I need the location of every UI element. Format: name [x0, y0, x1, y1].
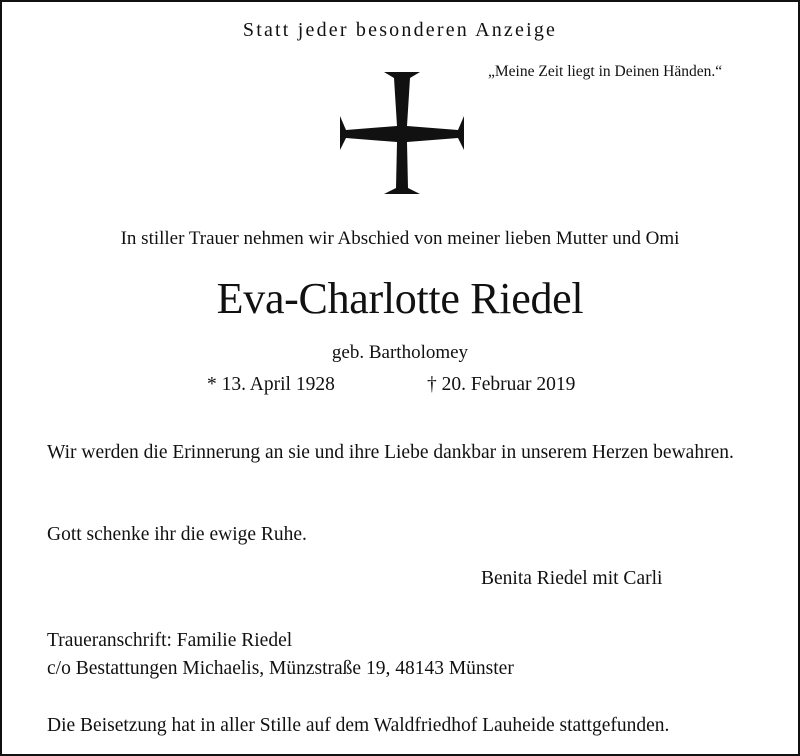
death-date: † 20. Februar 2019	[427, 374, 576, 395]
remembrance-text: Wir werden die Erinnerung an sie und ihre Liebe dankbar in unserem Herzen bewahren.	[47, 442, 734, 463]
mourning-address-line1: Traueranschrift: Familie Riedel	[47, 630, 293, 651]
motto-quote: „Meine Zeit liegt in Deinen Händen.“	[488, 63, 723, 80]
cross-pattee-icon	[340, 72, 464, 194]
mourning-address-line2: c/o Bestattungen Michaelis, Münzstraße 19, 48143 Münster	[47, 658, 514, 679]
burial-note: Die Beisetzung hat in aller Stille auf dem Waldfriedhof Lauheide stattgefunden.	[47, 715, 670, 736]
birth-date: * 13. April 1928	[207, 374, 335, 395]
deceased-name: Eva-Charlotte Riedel	[216, 274, 584, 323]
signature: Benita Riedel mit Carli	[481, 568, 663, 589]
intro-line: In stiller Trauer nehmen wir Abschied von meiner lieben Mutter und Omi	[120, 228, 680, 249]
maiden-name: geb. Bartholomey	[331, 342, 469, 363]
notice-header: Statt jeder besonderen Anzeige	[242, 19, 558, 41]
blessing-text: Gott schenke ihr die ewige Ruhe.	[47, 524, 307, 545]
